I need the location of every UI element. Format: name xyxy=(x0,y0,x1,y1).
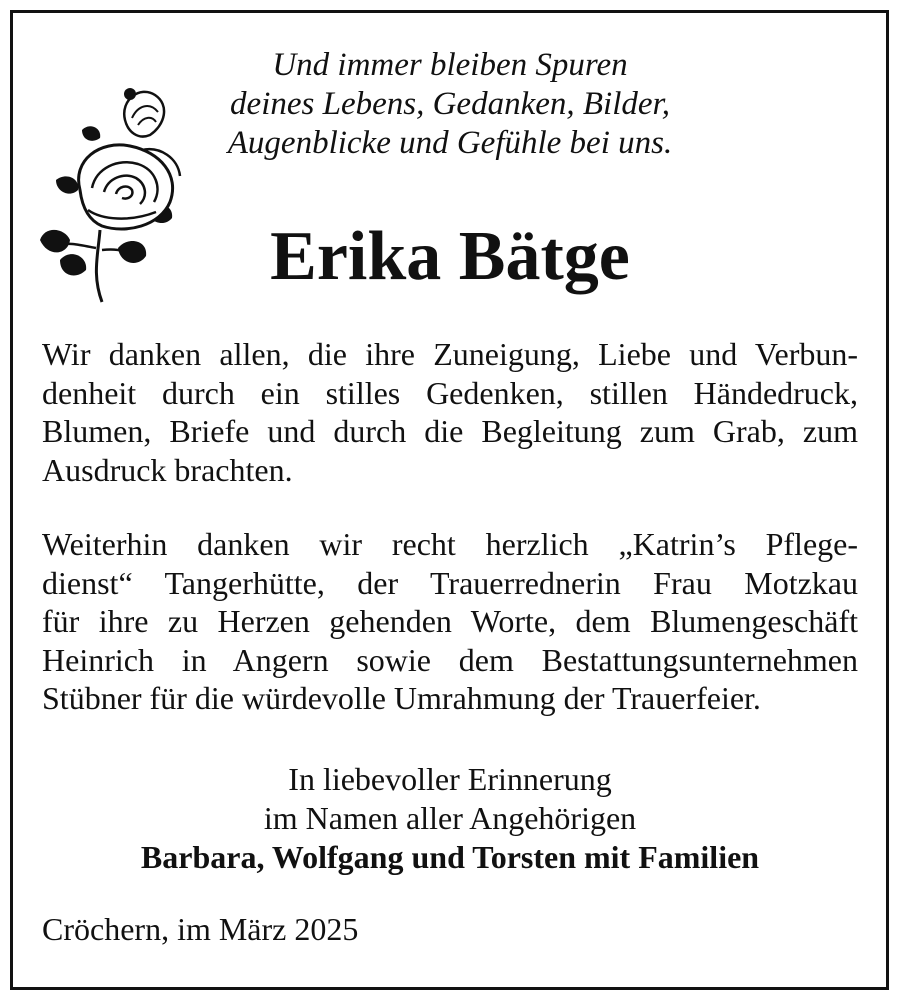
paragraph-line: Blumen, Briefe und durch die Begleitung zum Grab, zum xyxy=(42,413,858,449)
signers: Barbara, Wolfgang und Torsten mit Familien xyxy=(140,839,760,875)
place-date: Cröchern, im März 2025 xyxy=(42,911,359,947)
paragraph-line: Weiterhin danken wir recht herzlich „Katrin’s Pflege- xyxy=(42,526,858,562)
poem-line: Augenblicke und Gefühle bei uns. xyxy=(227,125,673,161)
deceased-name: Erika Bätge xyxy=(270,218,630,295)
paragraph-line: denheit durch ein stilles Gedenken, stillen Händedruck, xyxy=(42,374,858,411)
paragraph-line: Ausdruck brachten. xyxy=(42,451,293,488)
closing-line: im Namen aller Angehörigen xyxy=(263,800,637,836)
further-thanks-paragraph xyxy=(42,525,858,718)
poem-line: deines Lebens, Gedanken, Bilder, xyxy=(230,86,670,122)
paragraph-line: dienst“ Tangerhütte, der Trauerrednerin Frau Motzkau xyxy=(42,564,858,601)
paragraph-line: Stübner für die würdevolle Umrahmung der Trauerfeier. xyxy=(42,680,761,716)
paragraph-line: Heinrich in Angern sowie dem Bestattungsunternehmen xyxy=(42,641,858,678)
paragraph-line: Wir danken allen, die ihre Zuneigung, Liebe und Verbun- xyxy=(42,336,858,372)
paragraph-line: für ihre zu Herzen gehenden Worte, dem Blumengeschäft xyxy=(42,603,858,639)
thanks-paragraph xyxy=(42,335,858,489)
closing-block xyxy=(42,760,858,877)
memorial-poem xyxy=(150,46,750,163)
poem-line: Und immer bleiben Spuren xyxy=(272,47,628,83)
closing-line: In liebevoller Erinnerung xyxy=(288,761,612,797)
